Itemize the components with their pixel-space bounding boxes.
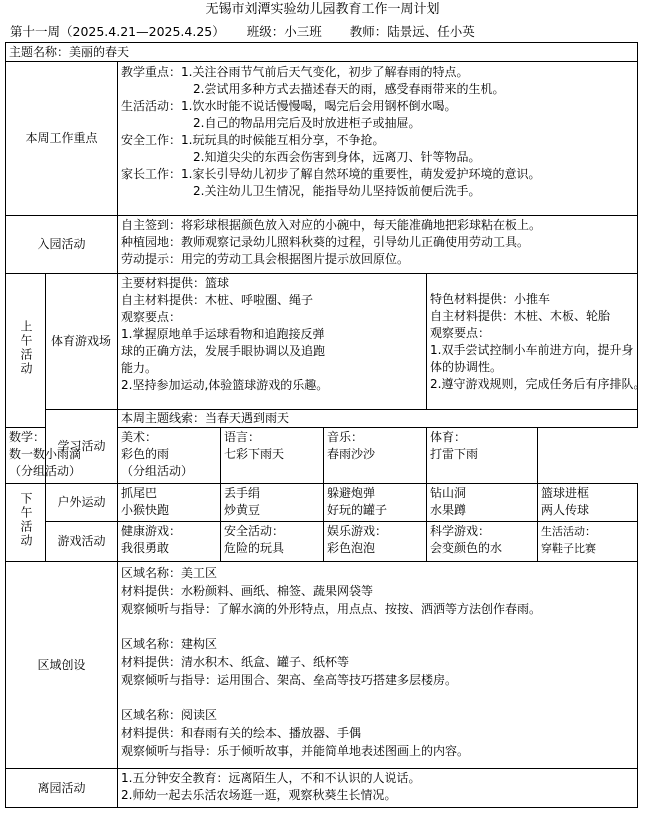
afternoon-label-text: 下午活动 (19, 492, 33, 548)
weekly-focus-label: 本周工作重点 (6, 62, 118, 216)
arrival-content (118, 216, 638, 274)
learning-theme-line: 本周主题线索：当春天遇到雨天 (118, 410, 638, 428)
subject-name: 语言： (224, 430, 261, 444)
outdoor-item (324, 484, 427, 522)
games-label: 游戏活动 (46, 522, 118, 562)
area-line: 材料提供：水粉颜料、画纸、棉签、蔬果网袋等 (121, 584, 374, 598)
games-item (221, 522, 324, 562)
area-line: 区域名称：美工区 (121, 566, 218, 580)
week-label: 第十一周（2025.4.21—2025.4.25） (10, 24, 225, 39)
sports-left (118, 274, 427, 410)
area-line: 观察倾听与指导：运用围合、架高、垒高等技巧搭建多层楼房。 (121, 673, 458, 687)
focus-line: 2.关注幼儿卫生情况，能指导幼儿坚持饭前便后洗手。 (193, 184, 481, 198)
outdoor-game: 好玩的罐子 (327, 503, 388, 517)
game-type: 健康游戏： (121, 524, 182, 538)
outdoor-game: 水果蹲 (430, 503, 467, 517)
area-line: 材料提供：和春雨有关的绘本、播放器、手偶 (121, 726, 362, 740)
outdoor-item (118, 484, 221, 522)
area-spacer (121, 689, 634, 706)
learning-subject (427, 428, 538, 484)
focus-line: 2.知道尖尖的东西会伤害到身体，远离刀、针等物品。 (193, 150, 481, 164)
arrival-label: 入园活动 (6, 216, 118, 274)
game-name: 彩色泡泡 (327, 541, 376, 555)
sports-line: 主要材料提供：篮球 (121, 276, 230, 290)
games-item (324, 522, 427, 562)
focus-line: 生活活动：1.饮水时能不说话慢慢喝，喝完后会用钢杯倒水喝。 (121, 99, 457, 113)
areas-content (118, 562, 638, 769)
sports-line: 球的正确方法，发展手眼协调以及追跑 (121, 344, 326, 358)
outdoor-item (427, 484, 538, 522)
subject-note: （分组活动） (9, 464, 82, 478)
focus-line: 安全工作：1.玩玩具的时候能互相分享，不争抢。 (121, 133, 385, 147)
morning-label (6, 274, 46, 428)
subject-activity: 七彩下雨天 (224, 447, 285, 461)
theme-name: 主题名称：美丽的春天 (6, 43, 638, 62)
sports-line: 观察要点： (121, 310, 182, 324)
outdoor-game: 钻山洞 (430, 486, 467, 500)
area-line: 观察倾听与指导：了解水滴的外形特点，用点点、按按、洒洒等方法创作春雨。 (121, 602, 542, 616)
focus-line: 2.尝试用多种方式去描述春天的雨，感受春雨带来的生机。 (193, 82, 505, 96)
outdoor-item (221, 484, 324, 522)
subject-name: 美术： (121, 430, 158, 444)
game-name: 穿鞋子比赛 (541, 542, 596, 555)
learning-subject (324, 428, 427, 484)
game-name: 我很勇敢 (121, 541, 170, 555)
learning-subject (221, 428, 324, 484)
subject-name: 体育： (430, 430, 467, 444)
area-line: 区域名称：建构区 (121, 637, 218, 651)
morning-label-text: 上午活动 (19, 320, 33, 376)
learning-label: 学习活动 (46, 410, 118, 484)
subject-activity: 数一数小雨滴 (9, 447, 82, 461)
outdoor-label: 户外运动 (46, 484, 118, 522)
focus-line: 家长工作：1.家长引导幼儿初步了解自然环境的重要性，萌发爱护环境的意识。 (121, 167, 541, 181)
areas-label: 区域创设 (6, 562, 118, 769)
departure-line: 1.五分钟安全教育：远离陌生人，不和不认识的人说话。 (121, 771, 421, 785)
plan-table (5, 42, 645, 808)
games-item (118, 522, 221, 562)
game-name: 危险的玩具 (224, 541, 285, 555)
game-type: 安全活动： (224, 524, 285, 538)
subject-activity: 打雷下雨 (430, 447, 479, 461)
game-type: 生活活动： (541, 525, 596, 538)
sports-right (427, 274, 645, 410)
area-line: 区域名称：阅读区 (121, 708, 218, 722)
focus-line: 教学重点：1.关注谷雨节气前后天气变化，初步了解春雨的特点。 (121, 65, 469, 79)
outdoor-game: 抓尾巴 (121, 486, 158, 500)
area-spacer (121, 618, 634, 635)
outdoor-game: 篮球进框 (541, 486, 590, 500)
teacher-label: 教师：陆景远、任小英 (349, 24, 475, 39)
outdoor-game: 丢手绢 (224, 486, 261, 500)
arrival-line: 种植园地：教师观察记录幼儿照料秋葵的过程，引导幼儿正确使用劳动工具。 (121, 235, 530, 249)
learning-subject (118, 428, 221, 484)
subject-name: 音乐： (327, 430, 364, 444)
subject-activity: 彩色的雨 (121, 447, 170, 461)
sports-line: 特色材料提供：小推车 (430, 292, 551, 306)
class-label: 班级：小三班 (246, 24, 322, 39)
subject-name: 数学： (9, 430, 46, 444)
subject-note: （分组活动） (121, 464, 194, 478)
sports-line: 1.掌握原地单手运球看物和追跑接反弹 (121, 327, 325, 341)
sports-line: 自主材料提供：木桩、木板、轮胎 (430, 309, 611, 323)
game-name: 会变颜色的水 (430, 541, 503, 555)
sports-label (46, 274, 118, 410)
header-line (10, 24, 640, 40)
sports-label-text: 体育游戏场 (51, 334, 112, 348)
document-title: 无锡市刘潭实验幼儿园教育工作一周计划 (205, 2, 440, 17)
outdoor-game: 两人传球 (541, 503, 590, 517)
games-item (427, 522, 538, 562)
area-line: 观察倾听与指导：乐于倾听故事，并能简单地表述图画上的内容。 (121, 744, 470, 758)
sports-line: 体的协调性。 (430, 360, 503, 374)
departure-label: 离园活动 (6, 769, 118, 808)
sports-line: 能力。 (121, 361, 158, 375)
game-type: 科学游戏： (430, 524, 491, 538)
outdoor-game: 小猴快跑 (121, 503, 170, 517)
sports-line: 自主材料提供：木桩、呼啦圈、绳子 (121, 293, 314, 307)
departure-line: 2.师幼一起去乐活农场逛一逛，观察秋葵生长情况。 (121, 788, 397, 802)
game-type: 娱乐游戏： (327, 524, 388, 538)
outdoor-game: 躲避炮弹 (327, 486, 376, 500)
arrival-line: 自主签到：将彩球根据颜色放入对应的小碗中，每天能准确地把彩球粘在板上。 (121, 218, 542, 232)
area-line: 材料提供：清水积木、纸盒、罐子、纸杯等 (121, 655, 350, 669)
afternoon-label (6, 484, 46, 562)
sports-line: 观察要点： (430, 326, 491, 340)
weekly-focus-content (118, 62, 638, 216)
outdoor-game: 炒黄豆 (224, 503, 261, 517)
departure-content (118, 769, 638, 808)
sports-line: 2.遵守游戏规则，完成任务后有序排队。 (430, 377, 645, 391)
sports-line: 2.坚持参加运动,体验篮球游戏的乐趣。 (121, 378, 329, 392)
arrival-line: 劳动提示：用完的劳动工具会根据图片提示放回原位。 (121, 252, 410, 266)
focus-line: 2.自己的物品用完后及时放进柜子或抽屉。 (193, 116, 421, 130)
outdoor-item (538, 484, 638, 522)
sports-line: 1.双手尝试控制小车前进方向，提升身 (430, 343, 634, 357)
games-item (538, 522, 638, 562)
subject-activity: 春雨沙沙 (327, 447, 376, 461)
